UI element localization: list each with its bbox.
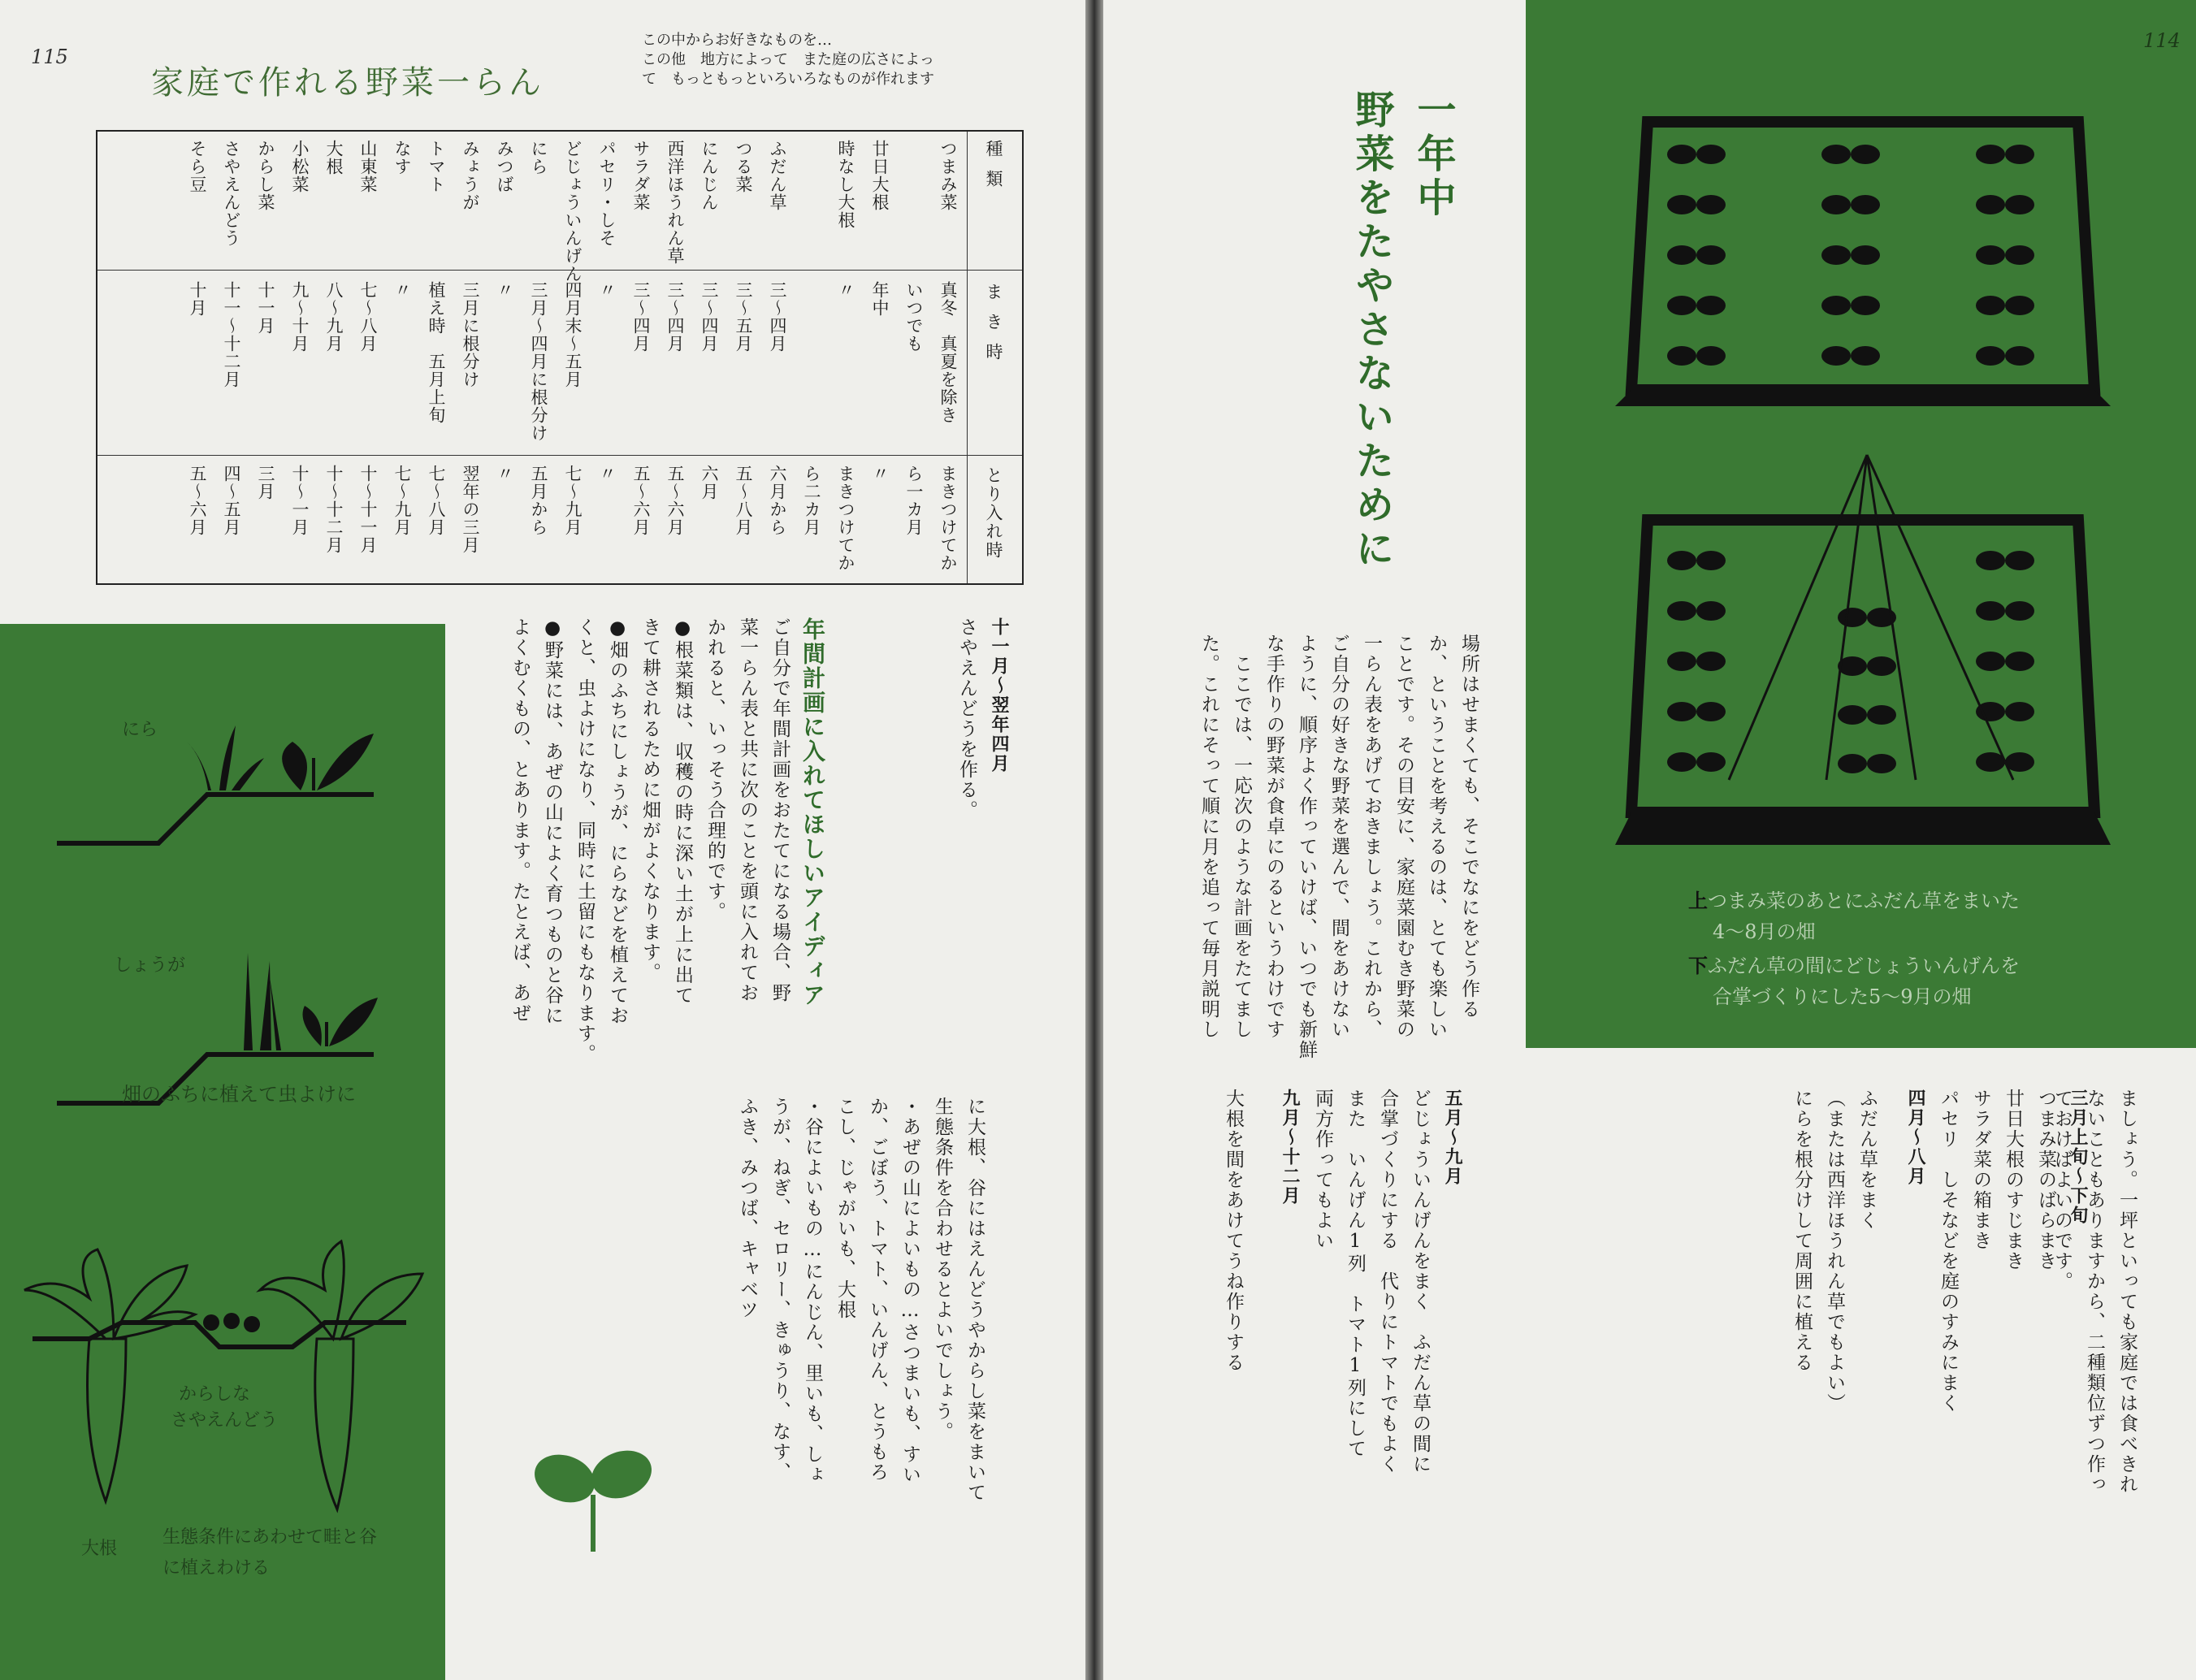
- caption-lower-text: ふだん草の間にどじょういんげんを: [1708, 955, 2020, 977]
- leaf-icon: [1838, 705, 1867, 725]
- idea-line: よくむくもの、とあります。たとえば、あぜ: [509, 617, 531, 1024]
- table-header-harvest: とり入れ時: [984, 466, 1003, 560]
- table-cell-kind: ふだん草: [768, 140, 787, 211]
- schedule-line: （または西洋ほうれん草でもよい）: [1824, 1089, 1845, 1414]
- table-cell-kind: 小松菜: [290, 140, 310, 193]
- leaf-icon: [2005, 601, 2034, 621]
- illust-caption-bottom: [162, 1522, 377, 1584]
- illust-label-nira: にら: [122, 720, 158, 740]
- table-cell-kind: つる菜: [734, 140, 753, 193]
- lower-body-line: ないこともありますから、二種類位ずつ作っ: [2084, 1089, 2105, 1495]
- main-title-line2: 野菜をたやさないために: [1349, 89, 1394, 572]
- schedule-mar-aug: [1786, 1089, 2094, 1544]
- idea-line: ●畑のふちにしょうが、にらなどを植えてお: [607, 617, 628, 1026]
- table-cell-sow: 三月～四月に根分け: [529, 281, 548, 442]
- table-cell-sow: 植え時 五月上旬: [427, 281, 446, 424]
- schedule-line: また いんげん1列 トマト1列にして: [1345, 1089, 1366, 1459]
- table-cell-harvest: 六月: [700, 465, 719, 500]
- schedule-line: つまみ菜のばらまき: [2035, 1089, 2056, 1271]
- table-cell-harvest: まきつけてか: [836, 465, 855, 572]
- leaf-icon: [2005, 346, 2034, 366]
- table-cell-sow: 九～十月: [290, 281, 310, 353]
- table-cell-kind: 大根: [324, 140, 344, 175]
- idea-line: ●野菜には、あぜの山によく育つものと谷に: [542, 617, 563, 1026]
- leaf-icon: [1696, 145, 1726, 164]
- leaf-icon: [1667, 296, 1696, 315]
- table-cell-kind: サラダ菜: [631, 140, 651, 211]
- table-cell-harvest: 三月: [256, 465, 275, 500]
- schedule-heading: 四月～八月: [1905, 1089, 1926, 1186]
- table-cell-harvest: 五～六月: [665, 465, 685, 536]
- table-cell-kind: 西洋ほうれん草: [665, 140, 685, 265]
- table-cell-harvest: 四～五月: [222, 465, 241, 536]
- table-cell-harvest: 七～八月: [427, 465, 446, 536]
- right-page: [1103, 0, 2196, 1680]
- idea-line: きて耕されるために畑がよくなります。: [639, 617, 661, 983]
- idea-line: ご自分で年間計画をおたてになる場合、野: [769, 617, 790, 1003]
- book-gutter: [1085, 0, 1103, 1680]
- intro-note-line: この他 地方によって また庭の広さによっ: [642, 51, 934, 68]
- idea-line: ●根菜類は、収穫の時に深い土が上に出て: [672, 617, 693, 1006]
- schedule-line: ふだん草をまく: [1856, 1089, 1878, 1231]
- table-cell-sow: 年中: [870, 281, 890, 317]
- leaf-icon: [1976, 346, 2005, 366]
- idea-line: 菜一らん表と共に次のことを頭に入れてお: [737, 617, 758, 1003]
- table-cell-harvest: ら二カ月: [802, 465, 821, 536]
- leaf-icon: [1696, 346, 1726, 366]
- green-field-panel: [1526, 0, 2196, 1048]
- table-cell-harvest: 十～十二月: [324, 465, 344, 554]
- table-cell-harvest: 十～一月: [290, 465, 310, 536]
- table-cell-kind: 廿日大根: [870, 140, 890, 211]
- leaf-icon: [1838, 754, 1867, 773]
- sprout-icon: [528, 1430, 658, 1560]
- caption-lower-field: [1688, 950, 2020, 1012]
- table-cell-sow: 十一月: [256, 281, 275, 335]
- idea-line: くと、虫よけになり、同時に土留にもなります。: [574, 617, 596, 1064]
- leaf-icon: [1696, 652, 1726, 671]
- leaf-icon: [1976, 195, 2005, 214]
- idea-line: 生態条件を合わせるとよいでしょう。: [932, 1097, 953, 1442]
- idea-line: かれると、いっそう合理的です。: [704, 617, 726, 922]
- leaf-icon: [1976, 752, 2005, 772]
- intro-line: な手作りの野菜が食卓にのるというわけです: [1263, 634, 1284, 1040]
- table-cell-harvest: 五～六月: [188, 465, 207, 536]
- table-header-sow: まき時: [984, 283, 1003, 373]
- table-header-kind: 種類: [984, 140, 1003, 200]
- table-cell-sow: 四月末～五月: [563, 281, 583, 388]
- table-cell-sow: 〃: [392, 281, 412, 299]
- intro-body: [1193, 634, 1485, 1072]
- idea-line: か、ごぼう、トマト、いんげん、とうもろ: [867, 1097, 888, 1483]
- leaf-icon: [1821, 245, 1851, 265]
- companion-planting-illustration: [0, 624, 445, 1680]
- leaf-icon: [1851, 145, 1880, 164]
- table-cell-kind: 山東菜: [358, 140, 378, 193]
- leaf-icon: [1821, 346, 1851, 366]
- table-cell-sow: 七～八月: [358, 281, 378, 353]
- intro-note-line: この中からお好きなものを…: [642, 32, 832, 49]
- idea-line: ・あぜの山によいもの…さつまいも、すい: [899, 1097, 920, 1485]
- lower-body-line: ましょう。一坪といっても家庭では食べきれ: [2116, 1089, 2138, 1495]
- table-cell-sow: 〃: [597, 281, 617, 299]
- table-cell-harvest: ら一カ月: [904, 465, 924, 536]
- table-cell-sow: 三～五月: [734, 281, 753, 353]
- table-cell-sow: 〃: [495, 281, 514, 299]
- leaf-icon: [1976, 245, 2005, 265]
- table-cell-sow: 〃: [836, 281, 855, 299]
- vegetable-table: [96, 130, 1024, 585]
- table-cell-harvest: 〃: [597, 465, 617, 483]
- leaf-icon: [1976, 145, 2005, 164]
- leaf-icon: [1821, 145, 1851, 164]
- leaf-icon: [1851, 346, 1880, 366]
- leaf-icon: [1696, 245, 1726, 265]
- leaf-icon: [1867, 705, 1896, 725]
- leaf-icon: [1696, 296, 1726, 315]
- leaf-icon: [1667, 752, 1696, 772]
- intro-line: ように、順序よく作っていけば、いつでも新鮮: [1296, 634, 1317, 1060]
- idea-heading: 年間計画に入れてほしいアイディア: [799, 617, 826, 1007]
- caption-mark-upper: 上: [1688, 889, 1708, 912]
- leaf-icon: [1667, 245, 1696, 265]
- schedule-heading: 三月上旬～下旬: [2068, 1089, 2089, 1225]
- schedule-line: サラダ菜の箱まき: [1970, 1089, 1991, 1251]
- leaf-icon: [1667, 702, 1696, 721]
- table-cell-harvest: 五月から: [529, 465, 548, 536]
- illust-label-karashina: からしな: [179, 1384, 251, 1405]
- leaf-icon: [2005, 702, 2034, 721]
- table-cell-kind: パセリ・しそ: [597, 140, 617, 247]
- illust-caption-line: 生態条件にあわせて畦と谷: [162, 1527, 378, 1548]
- schedule-heading: 五月～九月: [1442, 1089, 1463, 1186]
- leaf-icon: [1851, 296, 1880, 315]
- leaf-icon: [1667, 601, 1696, 621]
- leaf-icon: [1976, 652, 2005, 671]
- schedule-heading: 九月～十二月: [1280, 1089, 1301, 1206]
- schedule-may-dec: [1217, 1089, 1469, 1544]
- caption-upper-text2: 4～8月の畑: [1713, 920, 1816, 943]
- table-cell-kind: どじょういんげん: [563, 140, 583, 283]
- table-cell-sow: 三～四月: [700, 281, 719, 353]
- table-cell-kind: からし菜: [256, 140, 275, 211]
- illust-caption-edge: 畑のふちに植えて虫よけに: [122, 1083, 356, 1106]
- schedule-line: 両方作ってもよい: [1312, 1089, 1333, 1251]
- green-illustration-panel: [0, 624, 445, 1680]
- page-title-vegetable-list: 家庭で作れる野菜一らん: [151, 64, 544, 102]
- schedule-line: 廿日大根のすじまき: [2003, 1089, 2024, 1271]
- table-cell-sow: 三～四月: [665, 281, 685, 353]
- intro-line: ここでは、一応次のような計画をたてまし: [1231, 634, 1252, 1040]
- schedule-text: さやえんどうを作る。: [956, 617, 977, 821]
- table-cell-kind: みつば: [495, 140, 514, 193]
- schedule-line: 大根を間をあけてうね作りする: [1223, 1089, 1244, 1373]
- schedule-line: どじょういんげんをまく ふだん草の間に: [1410, 1089, 1431, 1474]
- leaf-icon: [1867, 754, 1896, 773]
- intro-line: ご自分の好きな野菜を選んで、間をあけない: [1328, 634, 1349, 1040]
- table-cell-sow: 真冬 真夏を除き: [938, 281, 958, 424]
- table-cell-sow: 三月に根分け: [461, 281, 480, 388]
- idea-line: うが、ねぎ、セロリー、きゅうり、なす、: [769, 1097, 790, 1483]
- leaf-icon: [2005, 145, 2034, 164]
- table-cell-harvest: 〃: [870, 465, 890, 483]
- intro-line: た。これにそって順に月を追って毎月説明し: [1198, 634, 1219, 1040]
- caption-upper-text: つまみ菜のあとにふだん草をまいた: [1708, 890, 2020, 912]
- intro-line: ことです。その目安に、家庭菜園むき野菜の: [1393, 634, 1414, 1040]
- table-cell-kind: そら豆: [188, 140, 207, 193]
- leaf-icon: [1667, 145, 1696, 164]
- table-cell-kind: さやえんどう: [222, 140, 241, 247]
- intro-line: か、ということを考えるのは、とても楽しい: [1426, 634, 1447, 1040]
- table-cell-kind: トマト: [427, 140, 446, 193]
- intro-note-line: て もっともっといろいろなものが作れます: [642, 71, 934, 88]
- page-number-right: 114: [2143, 29, 2181, 52]
- table-cell-sow: 十月: [188, 281, 207, 317]
- leaf-icon: [1851, 195, 1880, 214]
- table-cell-sow: 三～四月: [768, 281, 787, 353]
- table-cell-harvest: 五～八月: [734, 465, 753, 536]
- illust-label-sayaendou: さやえんどう: [171, 1410, 279, 1431]
- page-number-left: 115: [31, 45, 68, 68]
- leaf-icon: [1851, 245, 1880, 265]
- table-cell-harvest: 七～九月: [392, 465, 412, 536]
- main-title-line1: 一年中: [1410, 89, 1456, 221]
- leaf-icon: [1696, 702, 1726, 721]
- caption-mark-lower: 下: [1688, 954, 1708, 977]
- leaf-icon: [1696, 752, 1726, 772]
- leaf-icon: [1821, 296, 1851, 315]
- table-cell-kind: つまみ菜: [938, 140, 958, 211]
- idea-section-continued: [731, 1097, 991, 1552]
- leaf-icon: [1821, 195, 1851, 214]
- schedule-heading: 十一月～翌年四月: [989, 617, 1010, 773]
- schedule-line: パセリ しそなどを庭のすみにまく: [1938, 1089, 1959, 1414]
- leaf-icon: [1976, 551, 2005, 570]
- leaf-icon: [1976, 601, 2005, 621]
- table-cell-kind: みょうが: [461, 140, 480, 211]
- idea-section: [504, 617, 829, 1072]
- table-cell-harvest: 〃: [495, 465, 514, 483]
- intro-note: [642, 31, 934, 89]
- leaf-icon: [1667, 652, 1696, 671]
- table-cell-harvest: 七～九月: [563, 465, 583, 536]
- table-cell-harvest: 五～六月: [631, 465, 651, 536]
- lower-body-line: ておけばよいのです。: [2051, 1089, 2073, 1292]
- intro-line: 場所はせまくても、そこでなにをどう作る: [1458, 634, 1479, 1020]
- leaf-icon: [1667, 346, 1696, 366]
- leaf-icon: [2005, 652, 2034, 671]
- leaf-icon: [1696, 601, 1726, 621]
- table-divider: [967, 132, 968, 583]
- schedule-nov-apr: [951, 617, 1016, 861]
- table-cell-kind: にんじん: [700, 140, 719, 211]
- table-cell-harvest: 十～十一月: [358, 465, 378, 554]
- table-cell-sow: いつでも: [904, 281, 924, 353]
- leaf-icon: [1667, 551, 1696, 570]
- leaf-icon: [2005, 296, 2034, 315]
- table-cell-kind: なす: [392, 140, 412, 175]
- caption-upper-field: [1688, 885, 2020, 947]
- caption-lower-text2: 合掌づくりにした5～9月の畑: [1713, 985, 1972, 1008]
- idea-line: に大根、谷にはえんどうやからし菜をまいて: [964, 1097, 985, 1503]
- table-cell-harvest: まきつけてか: [938, 465, 958, 572]
- illust-caption-line: に植えわける: [162, 1558, 271, 1578]
- table-cell-sow: 八～九月: [324, 281, 344, 353]
- leaf-icon: [1696, 195, 1726, 214]
- leaf-icon: [1867, 656, 1896, 676]
- illust-label-shouga: しょうが: [114, 955, 186, 976]
- illust-label-daikon: 大根: [81, 1539, 118, 1559]
- table-cell-harvest: 六月から: [768, 465, 787, 536]
- leaf-icon: [1976, 296, 2005, 315]
- table-cell-harvest: 翌年の三月: [461, 465, 480, 554]
- intro-line: 一らん表をあげておきましょう。これから、: [1361, 634, 1382, 1040]
- table-cell-sow: 十一～十二月: [222, 281, 241, 388]
- leaf-icon: [2005, 245, 2034, 265]
- idea-line: ・谷によいもの…にんじん、里いも、しょ: [802, 1097, 823, 1485]
- idea-line: こし、じゃがいも、大根: [834, 1097, 855, 1320]
- table-cell-kind: にら: [529, 140, 548, 175]
- leaf-icon: [2005, 551, 2034, 570]
- schedule-line: にらを根分けして周囲に植える: [1791, 1089, 1813, 1373]
- leaf-icon: [1696, 551, 1726, 570]
- leaf-icon: [1667, 195, 1696, 214]
- left-page: [0, 0, 1085, 1680]
- table-divider: [97, 455, 1022, 456]
- table-cell-sow: 三～四月: [631, 281, 651, 353]
- table-cell-kind: 時なし大根: [836, 140, 855, 229]
- leaf-icon: [2005, 195, 2034, 214]
- idea-line: ふき、みつば、キャベツ: [737, 1097, 758, 1320]
- schedule-line: 合掌づくりにする 代りにトマトでもよく: [1377, 1089, 1398, 1474]
- leaf-icon: [1838, 608, 1867, 627]
